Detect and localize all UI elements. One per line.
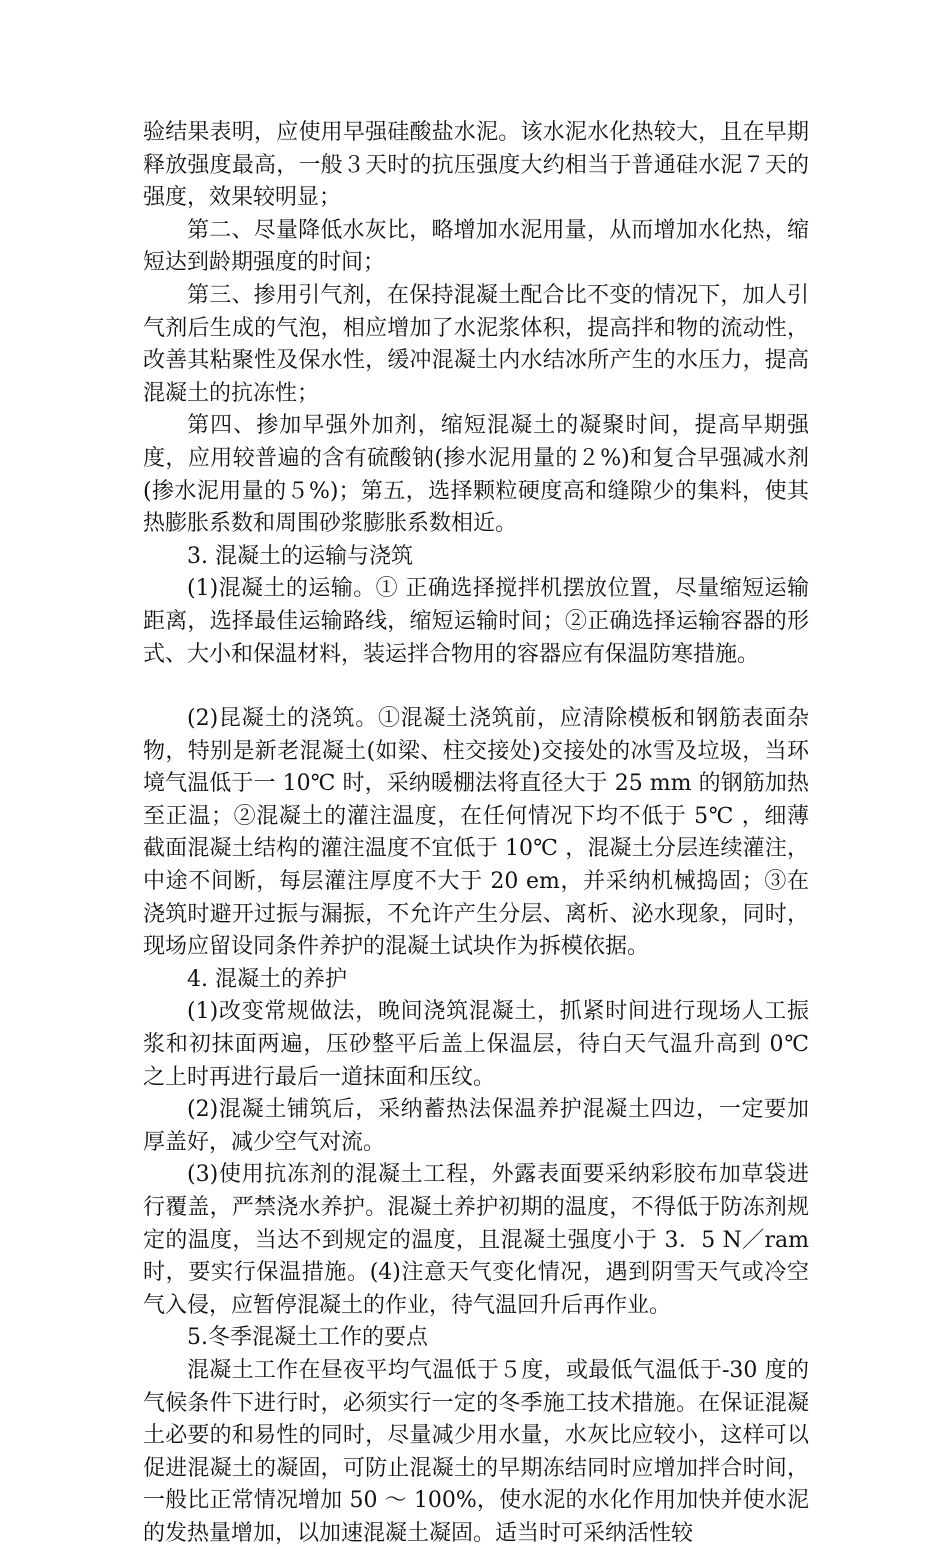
paragraph-cement-result: 验结果表明，应使用早强硅酸盐水泥。该水泥水化热较大，且在早期释放强度最高，一般３天时的抗压强度大约相当于普通硅水泥７天的强度，效果较明显； <box>143 120 809 211</box>
section-heading-winter: 5.冬季混凝土工作的要点 <box>187 1325 428 1351</box>
paragraph-curing-2: (2)混凝土铺筑后，采纳蓄热法保温养护混凝土四边，一定要加厚盖好，减少空气对流。 <box>143 1097 809 1155</box>
paragraph-transport: (1)混凝土的运输。① 正确选择搅拌机摆放位置，尽量缩短运输距离，选择最佳运输路线，缩短运输时间；②正确选择运输容器的形式、大小和保温材料，装运拌合物用的容器应有保温防寒措施。 <box>143 576 809 667</box>
paragraph-curing-3: (3)使用抗冻剂的混凝土工程，外露表面要采纳彩胶布加草袋进行覆盖，严禁浇水养护。混凝土养护初期的温度，不得低于防冻剂规定的温度，当达不到规定的温度，且混凝土强度小于 3．5 N／ram 时，要实行保温措施。(4)注意天气变化情况，遇到阴雪天气或冷空气入侵，应暂停混凝土的作业，待气温回升后再作业。 <box>143 1162 809 1318</box>
paragraph-second-point: 第二、尽量降低水灰比，略增加水泥用量，从而增加水化热，缩短达到龄期强度的时间； <box>143 217 809 276</box>
paragraph-curing-1: (1)改变常规做法，晚间浇筑混凝土，抓紧时间进行现场人工振浆和初抹面两遍，压砂整平后盖上保温层，待白天气温升高到 0℃ 之上时再进行最后一道抹面和压纹。 <box>143 999 809 1090</box>
document-body <box>143 117 809 1551</box>
paragraph-pouring: (2)昆凝土的浇筑。①混凝土浇筑前，应清除模板和钢筋表面杂物，特别是新老混凝土(如梁、柱交接处)交接处的冰雪及垃圾，当环境气温低于一 10℃ 时，采纳暖棚法将直径大于 25 mm 的钢筋加热至正温；②混凝土的灌注温度，在任何情况下均不低于 5℃ ，细薄截面混凝土结构的灌注温度不宜低于 10℃ ，混凝土分层连续灌注，中途不间断，每层灌注厚度不大于 20 em，并采纳机械捣固；③在浇筑时避开过振与漏振，不允许产生分层、离析、泌水现象，同时，现场应留设同条件养护的混凝土试块作为拆模依据。 <box>143 706 809 960</box>
section-heading-transport: 3. 混凝土的运输与浇筑 <box>187 543 413 569</box>
paragraph-third-point: 第三、掺用引气剂，在保持混凝土配合比不变的情况下，加人引气剂后生成的气泡，相应增加了水泥浆体积，提高拌和物的流动性，改善其粘聚性及保水性，缓冲混凝土内水结冰所产生的水压力，提高混凝土的抗冻性； <box>143 282 809 406</box>
section-heading-curing: 4. 混凝土的养护 <box>187 966 347 992</box>
paragraph-winter: 混凝土工作在昼夜平均气温低于５度，或最低气温低于-30 度的气候条件下进行时，必须实行一定的冬季施工技术措施。在保证混凝土必要的和易性的同时，尽量减少用水量，水灰比应较小，这样可以促进混凝土的凝固，可防止混凝土的早期冻结同时应增加拌合时间，一般比正常情况增加 50 ～ 100%，使水泥的水化作用加快并使水泥的发热量增加，以加速混凝土凝固。适当时可采纳活性较 <box>143 1357 809 1546</box>
paragraph-fourth-point: 第四、掺加早强外加剂，缩短混凝土的凝聚时间，提高早期强度，应用较普遍的含有硫酸钠(掺水泥用量的２%)和复合早强减水剂(掺水泥用量的５%)；第五，选择颗粒硬度高和缝隙少的集料，使其热膨胀系数和周围砂浆膨胀系数相近。 <box>143 413 809 537</box>
